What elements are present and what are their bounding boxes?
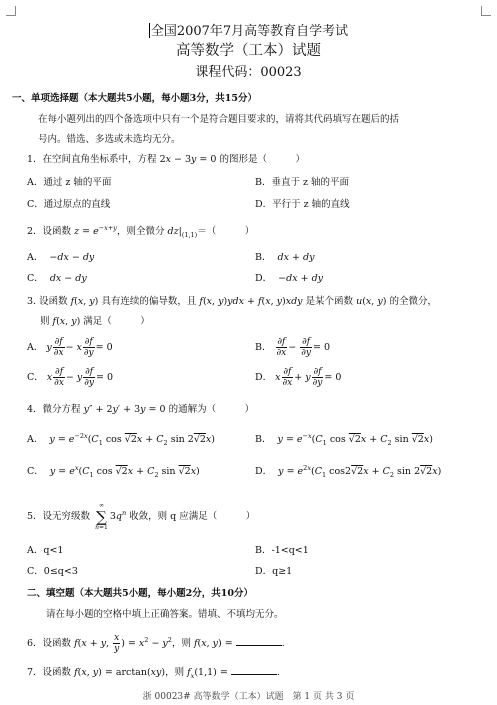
q1-option-d: D．平行于 z 轴的直线	[255, 199, 350, 210]
corner-mark-right	[481, 6, 491, 16]
question-2-stem: 2．设函数 $z = e^{-x+y}$，则全微分 $dz|_{(1,1)}=$（ ）	[27, 224, 255, 239]
q2-option-d: D． −dx + dy	[255, 273, 324, 284]
q4-option-b: B． $y = e^{-x}(C_1$ $\cos √2x + C_2$ sin √2x)	[255, 432, 433, 447]
section-2-heading: 二、填空题（本大题共5小题，每小题2分，共10分）	[27, 588, 253, 599]
q3-option-a: A． y $\frac{\partial f}{\partial x}$ − x $\frac{\partial f}{\partial y}$ = 0	[27, 337, 113, 358]
q2-option-c: C． dx − dy	[27, 273, 87, 284]
question-1-stem: 1．在空间直角坐标系中，方程 2x − 3y = 0 的图形是（ ）	[27, 154, 305, 165]
q4-option-a: A． $y = e^{-2x}(C_1$ $\cos √2x + C_2$ sin 2√2x)	[27, 432, 215, 447]
question-7-stem: 7．设函数 f(x, y) = arctan(xy)，则 $f_x(1,1)$ = .	[27, 664, 280, 682]
q3-option-c: C． x $\frac{\partial f}{\partial x}$ − y $\frac{\partial f}{\partial y}$ = 0	[27, 367, 114, 388]
question-5-stem: 5．设无穷级数 ∞ ∑ n=1 $3q^n$ 收敛，则 q 应满足（ ）	[27, 501, 256, 531]
q3-option-b: B． $\frac{\partial f}{\partial x}$ − $\frac{\partial f}{\partial y}$ = 0	[255, 337, 331, 358]
q2-option-a: A． −dx − dy	[27, 252, 95, 263]
q2-function: $z = e^{-x+y}$	[74, 224, 117, 237]
q5-option-b: B．-1<q<1	[255, 545, 309, 556]
exam-title: 全国2007年7月高等教育自学考试	[150, 24, 349, 39]
question-4-stem: 4．微分方程 y″ + 2y′ + 3y = 0 的通解为（ ）	[27, 404, 255, 415]
page-footer: 浙 00023# 高等数学（工本）试题 第 1 页 共 3 页	[142, 692, 355, 702]
section-2-instructions: 请在每小题的空格中填上正确答案。错填、不填均无分。	[46, 609, 284, 620]
q6-answer-blank[interactable]	[236, 635, 282, 646]
question-3-stem-2: 则 f(x, y) 满足（ ）	[40, 316, 150, 327]
q7-answer-blank[interactable]	[231, 664, 277, 675]
q5-option-c: C．0≤q<3	[27, 566, 78, 577]
section-1-instructions-2: 号内。错选、多选或未选均无分。	[38, 134, 181, 145]
q5-option-a: A．q<1	[27, 545, 64, 556]
exam-subject: 高等数学（工本）试题	[176, 43, 321, 59]
q5-option-d: D．q≥1	[255, 566, 293, 577]
summation-symbol: ∞ ∑ n=1	[95, 501, 108, 531]
q2-total-differential: $dz|_{(1,1)}$	[167, 226, 198, 239]
q4-option-d: D． $y = e^{2x}(C_1$ $\cos 2√2x + C_2$ sin 2√2x)	[255, 464, 442, 479]
question-3-stem-1: 3. 设函数 f(x, y) 具有连续的偏导数，且 f(x, y)ydx + f(x, y)xdy 是某个函数 u(x, y) 的全微分，	[27, 296, 437, 307]
section-1-instructions-1: 在每小题列出的四个备选项中只有一个是符合题目要求的，请将其代码填写在题后的括	[38, 114, 400, 125]
q1-option-c: C．通过原点的直线	[27, 199, 111, 210]
q1-option-b: B．垂直于 z 轴的平面	[255, 177, 350, 188]
course-code: 课程代码：00023	[195, 65, 302, 80]
section-1-heading: 一、单项选择题（本大题共5小题，每小题3分，共15分）	[12, 93, 257, 104]
q1-option-a: A．通过 z 轴的平面	[27, 177, 112, 188]
question-6-stem: 6．设函数 f(x + y, $\frac{x}{y}$ ) = $x^2 - y^2$，则 f(x, y) = .	[27, 633, 285, 654]
exam-title-line	[0, 23, 497, 38]
q3-option-d: D． x $\frac{\partial f}{\partial x}$ + y $\frac{\partial f}{\partial y}$ = 0	[255, 367, 342, 388]
q4-option-c: C． $y = e^x(C_1$ $\cos √2x + C_2$ sin √2x)	[27, 464, 200, 479]
q1-equation: 2x − 3y = 0	[159, 154, 217, 165]
q2-option-b: B． dx + dy	[255, 252, 315, 263]
text-cursor	[149, 23, 150, 38]
corner-mark-left	[6, 6, 16, 16]
